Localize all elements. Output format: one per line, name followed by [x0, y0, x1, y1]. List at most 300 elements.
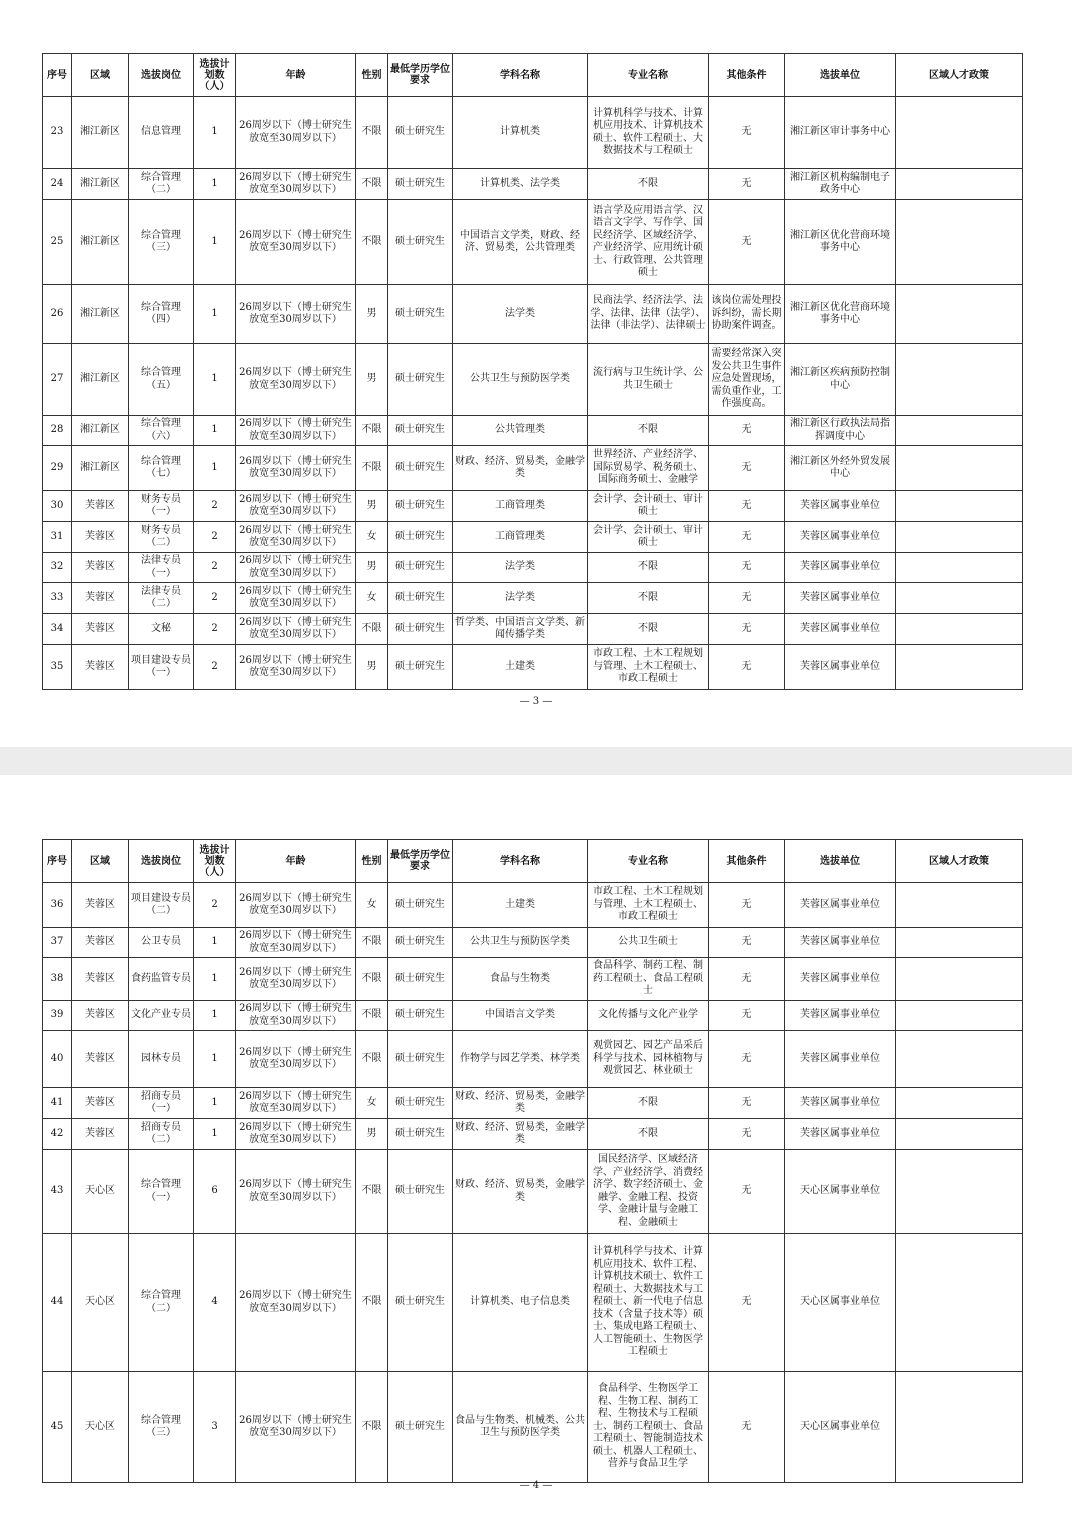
cell-region: 湘江新区 — [72, 169, 129, 200]
cell-degree: 硕士研究生 — [388, 491, 453, 522]
cell-seq: 40 — [43, 1031, 72, 1088]
cell-policy — [896, 1119, 1023, 1150]
cell-quota: 1 — [194, 1088, 236, 1119]
cell-quota: 2 — [194, 883, 236, 928]
cell-other: 无 — [709, 883, 785, 928]
cell-age: 26周岁以下（博士研究生放宽至30周岁以下） — [236, 1088, 356, 1119]
cell-discipline: 工商管理类 — [453, 522, 588, 553]
cell-gender: 男 — [356, 285, 388, 344]
cell-quota: 1 — [194, 97, 236, 169]
cell-degree: 硕士研究生 — [388, 344, 453, 416]
cell-policy — [896, 169, 1023, 200]
cell-region: 芙蓉区 — [72, 522, 129, 553]
table-row — [43, 200, 1023, 285]
table-row — [43, 1001, 1023, 1031]
cell-policy — [896, 1372, 1023, 1483]
cell-gender: 不限 — [356, 169, 388, 200]
cell-policy — [896, 1031, 1023, 1088]
table-row — [43, 1119, 1023, 1150]
cell-unit: 湘江新区审计事务中心 — [785, 97, 896, 169]
cell-quota: 1 — [194, 416, 236, 446]
recruitment-table — [42, 53, 1023, 690]
cell-gender: 不限 — [356, 1372, 388, 1483]
cell-discipline: 财政、经济、贸易类，金融学类 — [453, 1119, 588, 1150]
table-row — [43, 522, 1023, 553]
cell-seq: 38 — [43, 958, 72, 1001]
page-number: — 4 — — [519, 1480, 553, 1491]
cell-policy — [896, 344, 1023, 416]
cell-seq: 24 — [43, 169, 72, 200]
cell-seq: 42 — [43, 1119, 72, 1150]
header-discipline: 学科名称 — [453, 840, 588, 883]
cell-degree: 硕士研究生 — [388, 1372, 453, 1483]
cell-discipline: 食品与生物类 — [453, 958, 588, 1001]
header-other: 其他条件 — [709, 54, 785, 97]
cell-unit: 芙蓉区属事业单位 — [785, 958, 896, 1001]
cell-unit: 芙蓉区属事业单位 — [785, 883, 896, 928]
header-region: 区域 — [72, 54, 129, 97]
cell-other: 无 — [709, 169, 785, 200]
cell-degree: 硕士研究生 — [388, 169, 453, 200]
cell-quota: 2 — [194, 553, 236, 583]
table-body — [43, 97, 1023, 690]
cell-degree: 硕士研究生 — [388, 883, 453, 928]
cell-position: 综合管理（二） — [129, 1234, 194, 1372]
cell-gender: 男 — [356, 1119, 388, 1150]
cell-discipline: 土建类 — [453, 645, 588, 690]
cell-other: 无 — [709, 97, 785, 169]
header-gender: 性别 — [356, 54, 388, 97]
cell-region: 天心区 — [72, 1372, 129, 1483]
cell-policy — [896, 491, 1023, 522]
cell-major: 文化传播与文化产业学 — [588, 1001, 709, 1031]
cell-region: 芙蓉区 — [72, 614, 129, 645]
table-row — [43, 928, 1023, 958]
cell-discipline: 法学类 — [453, 285, 588, 344]
table-row — [43, 1372, 1023, 1483]
cell-position: 项目建设专员（二） — [129, 883, 194, 928]
cell-degree: 硕士研究生 — [388, 97, 453, 169]
cell-major: 会计学、会计硕士、审计硕士 — [588, 491, 709, 522]
cell-gender: 男 — [356, 491, 388, 522]
cell-age: 26周岁以下（博士研究生放宽至30周岁以下） — [236, 1372, 356, 1483]
cell-major: 计算机科学与技术、计算机应用技术、软件工程、计算机技术硕士、软件工程硕士、大数据技术与工程硕士、新一代电子信息技术（含量子技术等）硕士、集成电路工程硕士、人工智能硕士、生物医学工程硕士 — [588, 1234, 709, 1372]
cell-gender: 不限 — [356, 200, 388, 285]
cell-major: 民商法学、经济法学、法学、法律、法律（法学）、法律（非法学）、法律硕士 — [588, 285, 709, 344]
cell-age: 26周岁以下（博士研究生放宽至30周岁以下） — [236, 446, 356, 491]
cell-region: 湘江新区 — [72, 344, 129, 416]
cell-other: 无 — [709, 1119, 785, 1150]
cell-discipline: 土建类 — [453, 883, 588, 928]
cell-degree: 硕士研究生 — [388, 928, 453, 958]
header-age: 年龄 — [236, 840, 356, 883]
cell-region: 芙蓉区 — [72, 491, 129, 522]
cell-other: 无 — [709, 1234, 785, 1372]
cell-major: 市政工程、土木工程规划与管理、土木工程硕士、市政工程硕士 — [588, 645, 709, 690]
cell-discipline: 工商管理类 — [453, 491, 588, 522]
cell-gender: 女 — [356, 583, 388, 614]
cell-discipline: 计算机类、法学类 — [453, 169, 588, 200]
cell-region: 芙蓉区 — [72, 1088, 129, 1119]
table-row — [43, 583, 1023, 614]
cell-seq: 27 — [43, 344, 72, 416]
cell-position: 综合管理（六） — [129, 416, 194, 446]
cell-major: 流行病与卫生统计学、公共卫生硕士 — [588, 344, 709, 416]
cell-region: 芙蓉区 — [72, 1119, 129, 1150]
cell-position: 文化产业专员 — [129, 1001, 194, 1031]
cell-position: 招商专员（一） — [129, 1088, 194, 1119]
cell-degree: 硕士研究生 — [388, 958, 453, 1001]
cell-policy — [896, 553, 1023, 583]
cell-seq: 29 — [43, 446, 72, 491]
header-region: 区域 — [72, 840, 129, 883]
table-row — [43, 614, 1023, 645]
header-seq: 序号 — [43, 54, 72, 97]
table-row — [43, 958, 1023, 1001]
cell-seq: 45 — [43, 1372, 72, 1483]
cell-unit: 芙蓉区属事业单位 — [785, 553, 896, 583]
cell-unit: 天心区属事业单位 — [785, 1372, 896, 1483]
document-page-4 — [0, 775, 1072, 1524]
header-position: 选拔岗位 — [129, 840, 194, 883]
cell-unit: 芙蓉区属事业单位 — [785, 928, 896, 958]
cell-policy — [896, 1234, 1023, 1372]
cell-other: 无 — [709, 553, 785, 583]
cell-discipline: 公共卫生与预防医学类 — [453, 344, 588, 416]
cell-quota: 1 — [194, 1031, 236, 1088]
cell-other: 无 — [709, 1031, 785, 1088]
cell-quota: 2 — [194, 522, 236, 553]
cell-policy — [896, 583, 1023, 614]
cell-region: 芙蓉区 — [72, 1031, 129, 1088]
cell-unit: 芙蓉区属事业单位 — [785, 1001, 896, 1031]
cell-degree: 硕士研究生 — [388, 285, 453, 344]
cell-age: 26周岁以下（博士研究生放宽至30周岁以下） — [236, 553, 356, 583]
cell-position: 综合管理（五） — [129, 344, 194, 416]
table-row — [43, 344, 1023, 416]
cell-degree: 硕士研究生 — [388, 1150, 453, 1234]
cell-discipline: 财政、经济、贸易类，金融学类 — [453, 1088, 588, 1119]
header-age: 年龄 — [236, 54, 356, 97]
table-row — [43, 491, 1023, 522]
table-row — [43, 97, 1023, 169]
cell-quota: 3 — [194, 1372, 236, 1483]
cell-position: 文秘 — [129, 614, 194, 645]
table-row — [43, 645, 1023, 690]
cell-position: 法律专员（二） — [129, 583, 194, 614]
cell-age: 26周岁以下（博士研究生放宽至30周岁以下） — [236, 883, 356, 928]
cell-other: 无 — [709, 583, 785, 614]
cell-gender: 不限 — [356, 416, 388, 446]
cell-position: 综合管理（三） — [129, 1372, 194, 1483]
cell-quota: 1 — [194, 169, 236, 200]
cell-discipline: 公共卫生与预防医学类 — [453, 928, 588, 958]
cell-age: 26周岁以下（博士研究生放宽至30周岁以下） — [236, 1001, 356, 1031]
cell-seq: 44 — [43, 1234, 72, 1372]
cell-major: 不限 — [588, 1088, 709, 1119]
cell-region: 天心区 — [72, 1234, 129, 1372]
cell-seq: 32 — [43, 553, 72, 583]
cell-unit: 湘江新区外经外贸发展中心 — [785, 446, 896, 491]
cell-position: 招商专员（二） — [129, 1119, 194, 1150]
cell-quota: 2 — [194, 614, 236, 645]
cell-gender: 不限 — [356, 614, 388, 645]
cell-position: 综合管理（二） — [129, 169, 194, 200]
table-header-row — [43, 840, 1023, 883]
cell-position: 综合管理（三） — [129, 200, 194, 285]
cell-position: 公卫专员 — [129, 928, 194, 958]
cell-position: 综合管理（七） — [129, 446, 194, 491]
cell-seq: 31 — [43, 522, 72, 553]
cell-seq: 43 — [43, 1150, 72, 1234]
cell-age: 26周岁以下（博士研究生放宽至30周岁以下） — [236, 928, 356, 958]
cell-discipline: 公共管理类 — [453, 416, 588, 446]
cell-unit: 芙蓉区属事业单位 — [785, 1119, 896, 1150]
cell-region: 芙蓉区 — [72, 553, 129, 583]
cell-region: 芙蓉区 — [72, 928, 129, 958]
cell-quota: 6 — [194, 1150, 236, 1234]
cell-gender: 不限 — [356, 1234, 388, 1372]
header-unit: 选拔单位 — [785, 840, 896, 883]
cell-gender: 男 — [356, 553, 388, 583]
cell-region: 湘江新区 — [72, 416, 129, 446]
cell-seq: 35 — [43, 645, 72, 690]
cell-unit: 天心区属事业单位 — [785, 1150, 896, 1234]
table-row — [43, 285, 1023, 344]
cell-age: 26周岁以下（博士研究生放宽至30周岁以下） — [236, 614, 356, 645]
cell-policy — [896, 97, 1023, 169]
cell-region: 湘江新区 — [72, 200, 129, 285]
cell-degree: 硕士研究生 — [388, 553, 453, 583]
cell-policy — [896, 1150, 1023, 1234]
cell-unit: 芙蓉区属事业单位 — [785, 1031, 896, 1088]
cell-region: 芙蓉区 — [72, 1001, 129, 1031]
cell-policy — [896, 645, 1023, 690]
cell-major: 市政工程、土木工程规划与管理、土木工程硕士、市政工程硕士 — [588, 883, 709, 928]
table-row — [43, 169, 1023, 200]
cell-age: 26周岁以下（博士研究生放宽至30周岁以下） — [236, 1234, 356, 1372]
cell-policy — [896, 285, 1023, 344]
cell-degree: 硕士研究生 — [388, 645, 453, 690]
cell-region: 芙蓉区 — [72, 583, 129, 614]
table-row — [43, 883, 1023, 928]
cell-degree: 硕士研究生 — [388, 1234, 453, 1372]
table-row — [43, 1088, 1023, 1119]
header-major: 专业名称 — [588, 840, 709, 883]
header-discipline: 学科名称 — [453, 54, 588, 97]
cell-discipline: 中国语言文学类，财政、经济、贸易类，公共管理类 — [453, 200, 588, 285]
cell-policy — [896, 1001, 1023, 1031]
cell-gender: 不限 — [356, 1150, 388, 1234]
cell-discipline: 法学类 — [453, 583, 588, 614]
cell-seq: 25 — [43, 200, 72, 285]
cell-quota: 2 — [194, 583, 236, 614]
cell-gender: 女 — [356, 1088, 388, 1119]
cell-other: 无 — [709, 1372, 785, 1483]
cell-position: 法律专员（一） — [129, 553, 194, 583]
cell-gender: 不限 — [356, 928, 388, 958]
cell-quota: 1 — [194, 344, 236, 416]
cell-quota: 1 — [194, 446, 236, 491]
cell-age: 26周岁以下（博士研究生放宽至30周岁以下） — [236, 344, 356, 416]
cell-policy — [896, 958, 1023, 1001]
header-unit: 选拔单位 — [785, 54, 896, 97]
cell-discipline: 法学类 — [453, 553, 588, 583]
cell-position: 项目建设专员（一） — [129, 645, 194, 690]
cell-degree: 硕士研究生 — [388, 1119, 453, 1150]
document-page-3 — [0, 0, 1072, 747]
cell-major: 食品科学、生物医学工程、生物工程、制药工程、生物技术与工程硕士、制药工程硕士、食品工程硕士、智能制造技术硕士、机器人工程硕士、营养与食品卫生学 — [588, 1372, 709, 1483]
cell-degree: 硕士研究生 — [388, 583, 453, 614]
cell-unit: 芙蓉区属事业单位 — [785, 1088, 896, 1119]
cell-major: 食品科学、制药工程、制药工程硕士、食品工程硕士 — [588, 958, 709, 1001]
cell-quota: 2 — [194, 645, 236, 690]
cell-other: 无 — [709, 928, 785, 958]
cell-major: 不限 — [588, 583, 709, 614]
cell-major: 世界经济、产业经济学、国际贸易学、税务硕士、国际商务硕士、金融学 — [588, 446, 709, 491]
cell-other: 无 — [709, 1088, 785, 1119]
cell-degree: 硕士研究生 — [388, 416, 453, 446]
cell-quota: 1 — [194, 285, 236, 344]
header-major: 专业名称 — [588, 54, 709, 97]
cell-unit: 天心区属事业单位 — [785, 1234, 896, 1372]
cell-degree: 硕士研究生 — [388, 446, 453, 491]
cell-other: 无 — [709, 614, 785, 645]
cell-region: 湘江新区 — [72, 97, 129, 169]
cell-unit: 湘江新区行政执法局指挥调度中心 — [785, 416, 896, 446]
cell-unit: 芙蓉区属事业单位 — [785, 614, 896, 645]
cell-seq: 41 — [43, 1088, 72, 1119]
cell-major: 国民经济学、区域经济学、产业经济学、消费经济学、数字经济硕士、金融学、金融工程、投资学、金融计量与金融工程、金融硕士 — [588, 1150, 709, 1234]
cell-other: 无 — [709, 958, 785, 1001]
cell-seq: 34 — [43, 614, 72, 645]
cell-degree: 硕士研究生 — [388, 1088, 453, 1119]
cell-seq: 26 — [43, 285, 72, 344]
cell-major: 不限 — [588, 1119, 709, 1150]
cell-major: 观赏园艺、园艺产品采后科学与技术、园林植物与观赏园艺、林业硕士 — [588, 1031, 709, 1088]
cell-age: 26周岁以下（博士研究生放宽至30周岁以下） — [236, 1150, 356, 1234]
cell-other: 无 — [709, 491, 785, 522]
cell-age: 26周岁以下（博士研究生放宽至30周岁以下） — [236, 645, 356, 690]
header-other: 其他条件 — [709, 840, 785, 883]
cell-major: 公共卫生硕士 — [588, 928, 709, 958]
cell-degree: 硕士研究生 — [388, 200, 453, 285]
cell-unit: 芙蓉区属事业单位 — [785, 491, 896, 522]
table-row — [43, 1150, 1023, 1234]
cell-quota: 1 — [194, 200, 236, 285]
cell-quota: 2 — [194, 491, 236, 522]
table-row — [43, 416, 1023, 446]
cell-degree: 硕士研究生 — [388, 1031, 453, 1088]
cell-seq: 23 — [43, 97, 72, 169]
header-position: 选拔岗位 — [129, 54, 194, 97]
cell-age: 26周岁以下（博士研究生放宽至30周岁以下） — [236, 200, 356, 285]
cell-gender: 女 — [356, 522, 388, 553]
cell-age: 26周岁以下（博士研究生放宽至30周岁以下） — [236, 97, 356, 169]
header-quota: 选拔计划数（人） — [194, 54, 236, 97]
header-degree: 最低学历学位要求 — [388, 54, 453, 97]
table-body — [43, 883, 1023, 1483]
cell-policy — [896, 446, 1023, 491]
cell-seq: 37 — [43, 928, 72, 958]
header-policy: 区域人才政策 — [896, 54, 1023, 97]
table-header-row — [43, 54, 1023, 97]
cell-unit: 芙蓉区属事业单位 — [785, 645, 896, 690]
cell-discipline: 计算机类 — [453, 97, 588, 169]
cell-gender: 男 — [356, 645, 388, 690]
cell-degree: 硕士研究生 — [388, 614, 453, 645]
table-row — [43, 446, 1023, 491]
cell-major: 不限 — [588, 416, 709, 446]
cell-policy — [896, 1088, 1023, 1119]
cell-policy — [896, 522, 1023, 553]
cell-seq: 39 — [43, 1001, 72, 1031]
cell-seq: 30 — [43, 491, 72, 522]
cell-region: 湘江新区 — [72, 446, 129, 491]
cell-age: 26周岁以下（博士研究生放宽至30周岁以下） — [236, 491, 356, 522]
cell-region: 天心区 — [72, 1150, 129, 1234]
cell-other: 需要经常深入突发公共卫生事件应急处置现场，需负重作业，工作强度高。 — [709, 344, 785, 416]
cell-quota: 1 — [194, 1119, 236, 1150]
cell-policy — [896, 200, 1023, 285]
cell-other: 无 — [709, 1001, 785, 1031]
cell-unit: 湘江新区优化营商环境事务中心 — [785, 200, 896, 285]
cell-gender: 不限 — [356, 1031, 388, 1088]
cell-age: 26周岁以下（博士研究生放宽至30周岁以下） — [236, 285, 356, 344]
cell-region: 湘江新区 — [72, 285, 129, 344]
cell-seq: 33 — [43, 583, 72, 614]
cell-gender: 不限 — [356, 446, 388, 491]
cell-other: 该岗位需处理投诉纠纷，需长期协助案件调查。 — [709, 285, 785, 344]
cell-age: 26周岁以下（博士研究生放宽至30周岁以下） — [236, 522, 356, 553]
cell-gender: 女 — [356, 883, 388, 928]
cell-position: 综合管理（一） — [129, 1150, 194, 1234]
cell-unit: 芙蓉区属事业单位 — [785, 583, 896, 614]
cell-quota: 4 — [194, 1234, 236, 1372]
header-policy: 区域人才政策 — [896, 840, 1023, 883]
cell-other: 无 — [709, 522, 785, 553]
cell-position: 食药监管专员 — [129, 958, 194, 1001]
cell-quota: 1 — [194, 928, 236, 958]
cell-policy — [896, 883, 1023, 928]
cell-age: 26周岁以下（博士研究生放宽至30周岁以下） — [236, 1119, 356, 1150]
cell-age: 26周岁以下（博士研究生放宽至30周岁以下） — [236, 583, 356, 614]
recruitment-table — [42, 839, 1023, 1483]
cell-region: 芙蓉区 — [72, 645, 129, 690]
table-row — [43, 1234, 1023, 1372]
cell-position: 财务专员（二） — [129, 522, 194, 553]
cell-degree: 硕士研究生 — [388, 1001, 453, 1031]
cell-position: 信息管理 — [129, 97, 194, 169]
cell-gender: 不限 — [356, 97, 388, 169]
cell-seq: 28 — [43, 416, 72, 446]
cell-policy — [896, 416, 1023, 446]
cell-discipline: 计算机类、电子信息类 — [453, 1234, 588, 1372]
header-gender: 性别 — [356, 840, 388, 883]
cell-discipline: 作物学与园艺学类、林学类 — [453, 1031, 588, 1088]
cell-age: 26周岁以下（博士研究生放宽至30周岁以下） — [236, 416, 356, 446]
table-row — [43, 553, 1023, 583]
cell-unit: 芙蓉区属事业单位 — [785, 522, 896, 553]
cell-discipline: 哲学类、中国语言文学类、新闻传播学类 — [453, 614, 588, 645]
cell-age: 26周岁以下（博士研究生放宽至30周岁以下） — [236, 1031, 356, 1088]
cell-other: 无 — [709, 446, 785, 491]
cell-discipline: 中国语言文学类 — [453, 1001, 588, 1031]
page-number: — 3 — — [519, 696, 553, 707]
cell-major: 不限 — [588, 614, 709, 645]
cell-gender: 男 — [356, 344, 388, 416]
cell-gender: 不限 — [356, 958, 388, 1001]
